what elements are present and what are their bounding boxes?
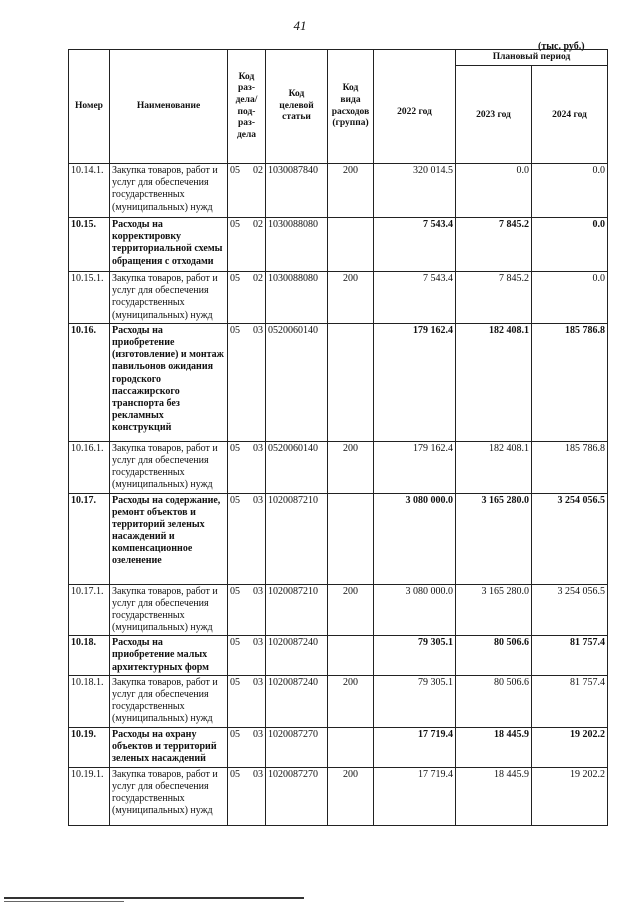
units-label: (тыс. руб.) [538, 41, 585, 52]
row-number: 10.19. [69, 727, 110, 767]
row-name: Расходы на содержание, ремонт объектов и территорий зеленых насаждений и компенсационное озеленение [110, 493, 228, 584]
row-number: 10.15.1. [69, 272, 110, 324]
table-row [69, 272, 608, 324]
row-pr: 02 [253, 219, 263, 230]
table-row [69, 323, 608, 441]
row-name: Расходы на корректировку территориальной схемы обращения с отходами [110, 218, 228, 272]
row-2024: 185 786.8 [532, 441, 608, 493]
row-2022: 320 014.5 [374, 164, 456, 218]
table-row [69, 767, 608, 825]
row-2022: 7 543.4 [374, 272, 456, 324]
header-2024: 2024 год [532, 66, 608, 164]
row-razdel [228, 323, 266, 441]
row-name: Расходы на приобретение малых архитектурных форм [110, 636, 228, 676]
table-row [69, 675, 608, 727]
header-name: Наименование [110, 50, 228, 164]
row-2023: 0.0 [456, 164, 532, 218]
row-2022: 7 543.4 [374, 218, 456, 272]
row-razdel [228, 584, 266, 636]
row-razdel [228, 164, 266, 218]
row-cs: 1020087210 [266, 493, 328, 584]
row-vr: 200 [328, 164, 374, 218]
row-2024: 81 757.4 [532, 636, 608, 676]
row-razdel [228, 272, 266, 324]
row-cs: 1020087270 [266, 767, 328, 825]
row-cs: 0520060140 [266, 323, 328, 441]
row-number: 10.17.1. [69, 584, 110, 636]
row-2022: 79 305.1 [374, 636, 456, 676]
row-2022: 17 719.4 [374, 767, 456, 825]
footer-rule-short [4, 901, 124, 902]
header-razdel: Код раз- дела/ под- раз- дела [228, 50, 266, 164]
row-rz: 05 [230, 637, 240, 649]
table-row [69, 636, 608, 676]
row-2022: 179 162.4 [374, 323, 456, 441]
row-2022: 3 080 000.0 [374, 584, 456, 636]
row-vr [328, 493, 374, 584]
row-name: Закупка товаров, работ и услуг для обеспечения государственных (муниципальных) нужд [110, 441, 228, 493]
header-plan-period: Плановый период [456, 50, 608, 66]
row-vr [328, 218, 374, 272]
row-pr: 03 [253, 728, 263, 740]
row-number: 10.18. [69, 636, 110, 676]
row-vr [328, 323, 374, 441]
row-2022: 79 305.1 [374, 675, 456, 727]
row-2024: 3 254 056.5 [532, 584, 608, 636]
row-pr: 03 [253, 442, 263, 454]
row-cs: 1030088080 [266, 272, 328, 324]
row-2023: 80 506.6 [456, 636, 532, 676]
row-2023: 182 408.1 [456, 441, 532, 493]
row-2024: 19 202.2 [532, 727, 608, 767]
row-cs: 1020087210 [266, 584, 328, 636]
row-number: 10.14.1. [69, 164, 110, 218]
row-name: Закупка товаров, работ и услуг для обеспечения государственных (муниципальных) нужд [110, 675, 228, 727]
row-cs: 1020087240 [266, 675, 328, 727]
row-razdel [228, 727, 266, 767]
row-2023: 7 845.2 [456, 272, 532, 324]
table-row [69, 493, 608, 584]
row-cs: 1020087270 [266, 727, 328, 767]
table-row [69, 218, 608, 272]
budget-table-body [69, 164, 608, 826]
row-cs: 1030087840 [266, 164, 328, 218]
row-number: 10.19.1. [69, 767, 110, 825]
header-number: Номер [69, 50, 110, 164]
header-2023: 2023 год [456, 66, 532, 164]
row-razdel [228, 636, 266, 676]
row-razdel [228, 675, 266, 727]
row-name: Закупка товаров, работ и услуг для обеспечения государственных (муниципальных) нужд [110, 164, 228, 218]
row-rz: 05 [230, 494, 240, 506]
row-pr: 03 [253, 637, 263, 649]
row-pr: 03 [253, 585, 263, 597]
row-razdel [228, 441, 266, 493]
table-row [69, 727, 608, 767]
row-vr: 200 [328, 675, 374, 727]
row-2022: 17 719.4 [374, 727, 456, 767]
row-2023: 18 445.9 [456, 727, 532, 767]
row-pr: 03 [253, 768, 263, 780]
row-2022: 3 080 000.0 [374, 493, 456, 584]
row-name: Закупка товаров, работ и услуг для обеспечения государственных (муниципальных) нужд [110, 767, 228, 825]
row-pr: 02 [253, 165, 263, 176]
row-2023: 7 845.2 [456, 218, 532, 272]
row-razdel [228, 493, 266, 584]
row-2023: 182 408.1 [456, 323, 532, 441]
row-pr: 03 [253, 676, 263, 688]
row-number: 10.18.1. [69, 675, 110, 727]
row-2023: 3 165 280.0 [456, 493, 532, 584]
header-vr: Код вида расходов (группа) [328, 50, 374, 164]
row-pr: 03 [253, 494, 263, 506]
row-vr: 200 [328, 441, 374, 493]
row-number: 10.16. [69, 323, 110, 441]
row-vr [328, 636, 374, 676]
row-name: Закупка товаров, работ и услуг для обеспечения государственных (муниципальных) нужд [110, 272, 228, 324]
row-number: 10.15. [69, 218, 110, 272]
row-vr [328, 727, 374, 767]
row-name: Расходы на охрану объектов и территорий зеленых насаждений [110, 727, 228, 767]
row-2024: 19 202.2 [532, 767, 608, 825]
page-number: 41 [293, 18, 307, 33]
row-2023: 80 506.6 [456, 675, 532, 727]
header-2022: 2022 год [374, 50, 456, 164]
row-rz: 05 [230, 728, 240, 740]
row-rz: 05 [230, 324, 240, 336]
row-rz: 05 [230, 165, 240, 176]
budget-table [68, 49, 608, 826]
row-rz: 05 [230, 442, 240, 454]
row-rz: 05 [230, 768, 240, 780]
row-cs: 0520060140 [266, 441, 328, 493]
row-2023: 18 445.9 [456, 767, 532, 825]
row-rz: 05 [230, 273, 240, 284]
row-pr: 03 [253, 324, 263, 336]
row-vr: 200 [328, 767, 374, 825]
row-razdel [228, 218, 266, 272]
header-row-top [69, 50, 608, 66]
header-cs: Код целевой статьи [266, 50, 328, 164]
row-2022: 179 162.4 [374, 441, 456, 493]
row-name: Закупка товаров, работ и услуг для обеспечения государственных (муниципальных) нужд [110, 584, 228, 636]
row-name: Расходы на приобретение (изготовление) и монтаж павильонов ожидания городского пассажирского транспорта без рекламных конструкций [110, 323, 228, 441]
row-2023: 3 165 280.0 [456, 584, 532, 636]
row-rz: 05 [230, 676, 240, 688]
row-cs: 1020087240 [266, 636, 328, 676]
row-number: 10.17. [69, 493, 110, 584]
row-razdel [228, 767, 266, 825]
table-row [69, 584, 608, 636]
row-2024: 0.0 [532, 272, 608, 324]
table-row [69, 164, 608, 218]
row-vr: 200 [328, 584, 374, 636]
row-2024: 185 786.8 [532, 323, 608, 441]
row-cs: 1030088080 [266, 218, 328, 272]
row-number: 10.16.1. [69, 441, 110, 493]
footer-rule [4, 897, 304, 899]
row-2024: 81 757.4 [532, 675, 608, 727]
row-vr: 200 [328, 272, 374, 324]
table-row [69, 441, 608, 493]
row-2024: 0.0 [532, 164, 608, 218]
row-2024: 3 254 056.5 [532, 493, 608, 584]
row-pr: 02 [253, 273, 263, 284]
row-2024: 0.0 [532, 218, 608, 272]
row-rz: 05 [230, 219, 240, 230]
row-rz: 05 [230, 585, 240, 597]
